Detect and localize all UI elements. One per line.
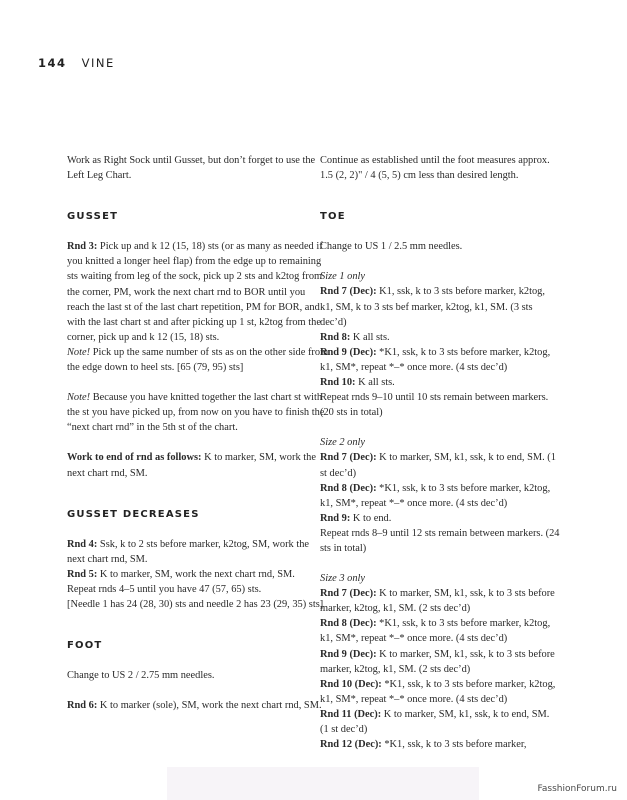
rnd3-text: Pick up and k 12 (15, 18) sts (or as many as needed if you knitted a longer heel flap) from the edge up to remaining sts waiting from leg of the sock, pick up 2 sts and k2tog from the corner, PM, work the next chart rnd to BOR until you reach the last st of the last chart repetition, PM for BOR, and with the last chart st and after picking up 1 st, k2tog from the corner, pick up and k 12 (15, 18) sts. [67, 241, 323, 343]
s2-rnd9-label: Rnd 9: [320, 512, 351, 524]
work-text: K to marker, SM, work the next chart rnd, SM. [67, 452, 316, 479]
s2-rnd9 [320, 511, 560, 526]
s2-rnd8-label: Rnd 8 (Dec): [320, 482, 377, 494]
size2-heading [320, 435, 560, 450]
change-needles-us2: Change to US 2 / 2.75 mm needles. [67, 670, 215, 682]
page-number: 144 [38, 56, 67, 70]
s3-rnd8 [320, 616, 560, 646]
toe-heading: TOE [320, 211, 346, 223]
watermark: FasshionForum.ru [537, 784, 617, 794]
s2-rnd7-label: Rnd 7 (Dec): [320, 452, 377, 464]
rnd3-paragraph [67, 239, 329, 345]
work-paragraph [67, 450, 329, 480]
s3-rnd10 [320, 677, 560, 707]
s3-rnd9-label: Rnd 9 (Dec): [320, 648, 377, 660]
rnd6-paragraph [67, 698, 329, 713]
note1-label: Note! [67, 346, 91, 358]
s3-rnd9-text: K to marker, SM, k1, ssk, k to 3 sts before marker, k2tog, k1, SM. (2 sts dec’d) [320, 648, 555, 675]
intro-paragraph: Work as Right Sock until Gusset, but don’t forget to use the Left Leg Chart. [67, 155, 316, 182]
s3-rnd8-label: Rnd 8 (Dec): [320, 618, 377, 630]
s2-rnd9-text: K to end. [350, 512, 392, 524]
s1-rnd8-label: Rnd 8: [320, 331, 351, 343]
size3-heading [320, 571, 560, 586]
s3-rnd11-label: Rnd 11 (Dec): [320, 708, 382, 720]
s1-repeat: Repeat rnds 9–10 until 10 sts remain between markers. (20 sts in total) [320, 392, 549, 419]
s1-rnd8 [320, 330, 560, 345]
right-column [320, 153, 560, 752]
continue-paragraph: Continue as established until the foot measures approx. 1.5 (2, 2)" / 4 (5, 5) cm less than desired length. [320, 155, 550, 182]
s3-rnd12-text: *K1, ssk, k to 3 sts before marker, [381, 739, 527, 751]
rnd5-text: K to marker, SM, work the next chart rnd, SM. [97, 568, 295, 580]
s3-rnd12 [320, 737, 560, 752]
s1-rnd9-label: Rnd 9 (Dec): [320, 346, 377, 358]
gusset-decreases-heading: GUSSET DECREASES [67, 508, 200, 520]
note2-text: Because you have knitted together the last chart st with the st you have picked up, from now on you have to finish the “next chart rnd” in the 5th st of the chart. [67, 392, 325, 434]
s2-rnd7 [320, 450, 560, 480]
s1-rnd7-text: K1, ssk, k to 3 sts before marker, k2tog, k1, SM, k to 3 sts bef marker, k2tog, k1, SM. (3 sts dec’d) [320, 286, 545, 328]
foot-heading: FOOT [67, 640, 103, 652]
footer-bar [167, 767, 479, 800]
rnd3-label: Rnd 3: [67, 241, 98, 253]
rnd6-label: Rnd 6: [67, 700, 98, 712]
size1-label: Size 1 only [320, 271, 366, 283]
size1-heading [320, 269, 560, 284]
s1-rnd9 [320, 345, 560, 375]
rnd6-text: K to marker (sole), SM, work the next chart rnd, SM. [97, 700, 322, 712]
s2-rnd8-text: *K1, ssk, k to 3 sts before marker, k2tog, k1, SM*, repeat *–* once more. (4 sts dec’d) [320, 482, 551, 509]
work-label: Work to end of rnd as follows: [67, 452, 202, 464]
needle-counts: [Needle 1 has 24 (28, 30) sts and needle 2 has 23 (29, 35) sts] [67, 599, 324, 611]
repeat-4-5: Repeat rnds 4–5 until you have 47 (57, 65) sts. [67, 583, 262, 595]
s1-rnd8-text: K all sts. [350, 331, 390, 343]
s3-rnd8-text: *K1, ssk, k to 3 sts before marker, k2tog, k1, SM*, repeat *–* once more. (4 sts dec’d) [320, 618, 551, 645]
s2-repeat: Repeat rnds 8–9 until 12 sts remain between markers. (24 sts in total) [320, 527, 560, 554]
note2-label: Note! [67, 392, 91, 404]
s3-rnd10-label: Rnd 10 (Dec): [320, 678, 382, 690]
s3-rnd12-label: Rnd 12 (Dec): [320, 739, 382, 751]
s1-rnd7 [320, 284, 560, 329]
s3-rnd7-label: Rnd 7 (Dec): [320, 588, 377, 600]
rnd4-text: Ssk, k to 2 sts before marker, k2tog, SM, work the next chart rnd, SM. [67, 538, 310, 565]
rnd4-label: Rnd 4: [67, 538, 98, 550]
s3-rnd7 [320, 586, 560, 616]
s3-rnd11 [320, 707, 560, 737]
s3-rnd11-text: K to marker, SM, k1, ssk, k to end, SM. (1 st dec’d) [320, 708, 550, 735]
s1-rnd10 [320, 375, 560, 390]
s1-rnd9-text: *K1, ssk, k to 3 sts before marker, k2tog, k1, SM*, repeat *–* once more. (4 sts dec’d) [320, 346, 551, 373]
s3-rnd9 [320, 647, 560, 677]
note1-text: Pick up the same number of sts as on the other side from the edge down to heel sts. [65 (79, 95) sts] [67, 346, 329, 374]
s2-rnd7-text: K to marker, SM, k1, ssk, k to end, SM. (1 st dec’d) [320, 452, 556, 479]
rnd5-paragraph [67, 567, 329, 582]
change-needles-us1: Change to US 1 / 2.5 mm needles. [320, 241, 463, 253]
s1-rnd7-label: Rnd 7 (Dec): [320, 286, 377, 298]
rnd5-label: Rnd 5: [67, 568, 98, 580]
gusset-heading: GUSSET [67, 211, 119, 223]
chapter-title: VINE [81, 56, 115, 70]
size2-label: Size 2 only [320, 437, 366, 449]
s3-rnd10-text: *K1, ssk, k to 3 sts before marker, k2tog, k1, SM*, repeat *–* once more. (4 sts dec’d) [320, 678, 556, 705]
note2-paragraph [67, 390, 329, 435]
rnd4-paragraph [67, 537, 329, 567]
s3-rnd7-text: K to marker, SM, k1, ssk, k to 3 sts before marker, k2tog, k1, SM. (2 sts dec’d) [320, 588, 555, 615]
note1-paragraph [67, 345, 329, 375]
s1-rnd10-text: K all sts. [355, 377, 395, 389]
size3-label: Size 3 only [320, 573, 366, 585]
s2-rnd8 [320, 481, 560, 511]
s1-rnd10-label: Rnd 10: [320, 377, 356, 389]
page-header [38, 56, 115, 70]
left-column [67, 153, 329, 713]
